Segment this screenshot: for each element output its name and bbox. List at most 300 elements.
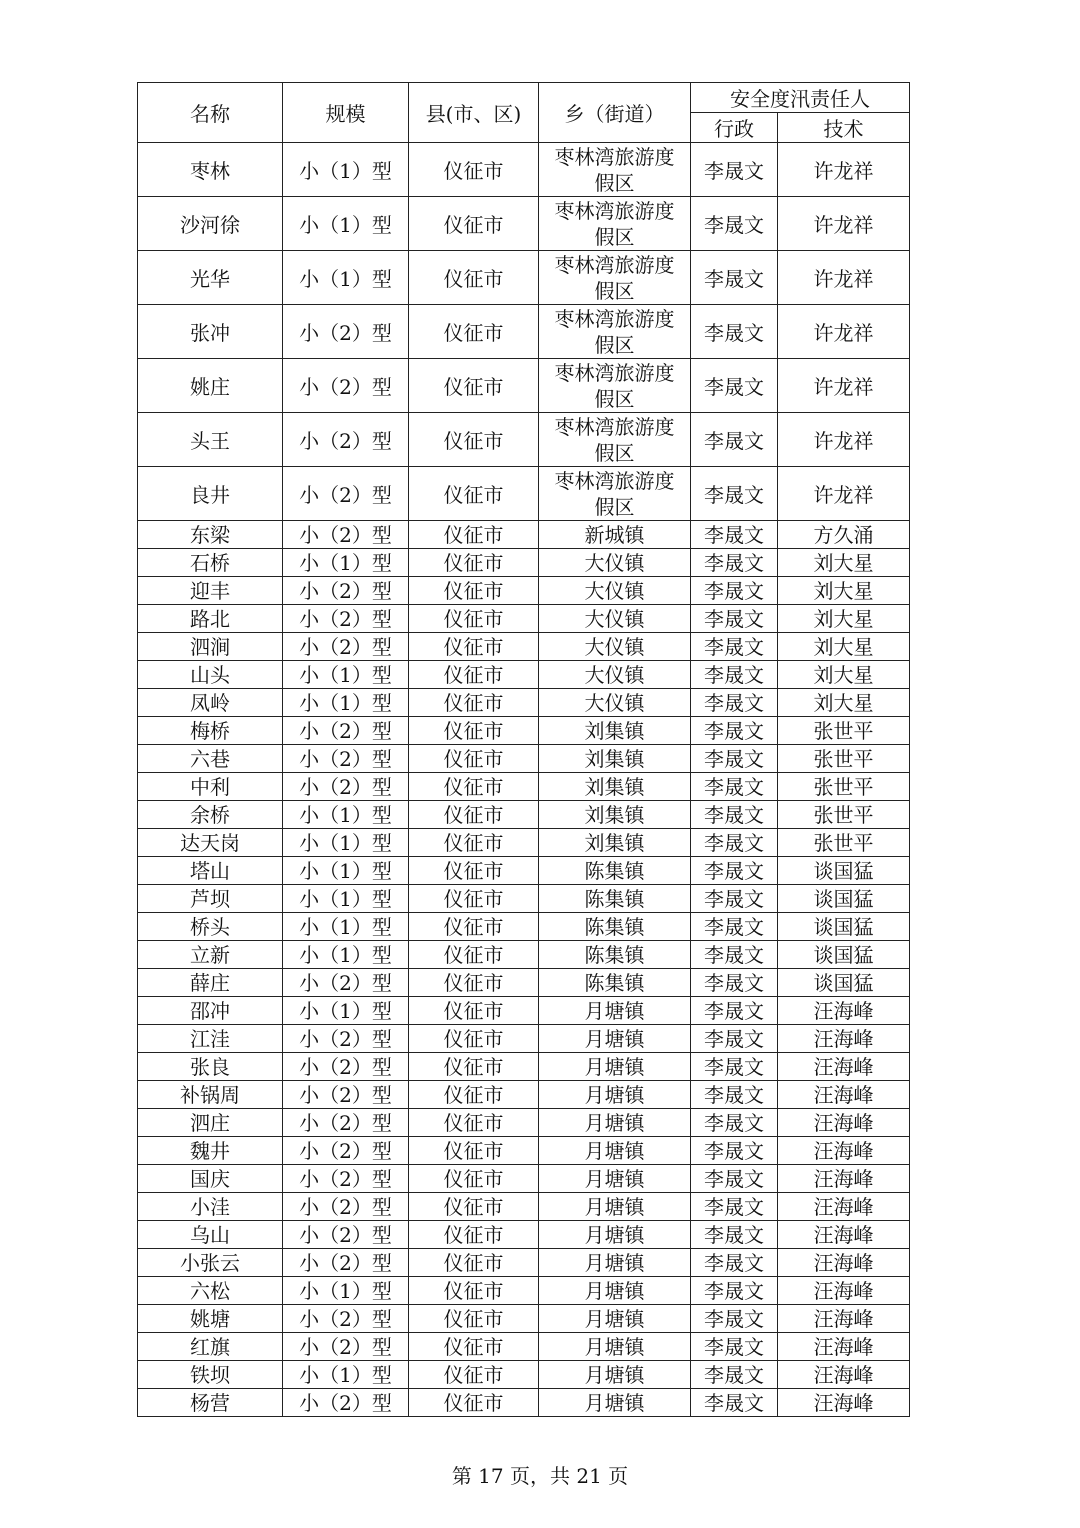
township-line: 枣林湾旅游度 — [554, 360, 675, 385]
page-number: 第 17 页，共 21 页 — [451, 1464, 629, 1488]
cell-name: 红旗 — [138, 1333, 283, 1361]
cell-tech: 许龙祥 — [778, 305, 910, 359]
cell-tech: 许龙祥 — [778, 413, 910, 467]
cell-scale: 小（2）型 — [283, 521, 409, 549]
cell-county: 仪征市 — [409, 1025, 539, 1053]
cell-tech: 刘大星 — [778, 689, 910, 717]
cell-admin: 李晟文 — [691, 1025, 778, 1053]
cell-name: 中利 — [138, 773, 283, 801]
cell-name: 东梁 — [138, 521, 283, 549]
township-line: 刘集镇 — [584, 746, 645, 771]
cell-name: 邵冲 — [138, 997, 283, 1025]
cell-name: 小洼 — [138, 1193, 283, 1221]
cell-admin: 李晟文 — [691, 801, 778, 829]
cell-name: 泗涧 — [138, 633, 283, 661]
cell-name: 迎丰 — [138, 577, 283, 605]
cell-admin: 李晟文 — [691, 143, 778, 197]
township-line: 枣林湾旅游度 — [554, 144, 675, 169]
cell-scale: 小（1）型 — [283, 941, 409, 969]
cell-tech: 汪海峰 — [778, 1137, 910, 1165]
table-row — [138, 605, 910, 633]
cell-county: 仪征市 — [409, 467, 539, 521]
table-row — [138, 305, 910, 359]
cell-admin: 李晟文 — [691, 305, 778, 359]
cell-scale: 小（2）型 — [283, 1081, 409, 1109]
table-row — [138, 745, 910, 773]
township-line: 枣林湾旅游度 — [554, 198, 675, 223]
table-row — [138, 467, 910, 521]
township-line: 枣林湾旅游度 — [554, 252, 675, 277]
cell-name: 姚庄 — [138, 359, 283, 413]
cell-tech: 汪海峰 — [778, 1333, 910, 1361]
table-row — [138, 577, 910, 605]
cell-township — [539, 521, 691, 549]
cell-scale: 小（2）型 — [283, 359, 409, 413]
table-row — [138, 1333, 910, 1361]
cell-tech: 谈国猛 — [778, 857, 910, 885]
cell-tech: 谈国猛 — [778, 969, 910, 997]
cell-name: 国庆 — [138, 1165, 283, 1193]
cell-admin: 李晟文 — [691, 251, 778, 305]
cell-county: 仪征市 — [409, 885, 539, 913]
cell-scale: 小（2）型 — [283, 1025, 409, 1053]
cell-scale: 小（2）型 — [283, 745, 409, 773]
township-line: 枣林湾旅游度 — [554, 306, 675, 331]
header-township: 乡（街道） — [539, 83, 691, 143]
cell-township — [539, 251, 691, 305]
table-row — [138, 941, 910, 969]
cell-name: 魏井 — [138, 1137, 283, 1165]
cell-tech: 汪海峰 — [778, 997, 910, 1025]
cell-admin: 李晟文 — [691, 359, 778, 413]
cell-admin: 李晟文 — [691, 885, 778, 913]
cell-scale: 小（2）型 — [283, 773, 409, 801]
table-row — [138, 1137, 910, 1165]
cell-tech: 刘大星 — [778, 605, 910, 633]
cell-tech: 汪海峰 — [778, 1305, 910, 1333]
cell-tech: 汪海峰 — [778, 1221, 910, 1249]
cell-county: 仪征市 — [409, 997, 539, 1025]
table-row — [138, 251, 910, 305]
township-line: 陈集镇 — [584, 858, 645, 883]
table-row — [138, 997, 910, 1025]
cell-tech: 谈国猛 — [778, 913, 910, 941]
township-line: 假区 — [594, 278, 635, 303]
cell-scale: 小（2）型 — [283, 413, 409, 467]
cell-county: 仪征市 — [409, 717, 539, 745]
table-header — [138, 83, 910, 143]
cell-admin: 李晟文 — [691, 1081, 778, 1109]
cell-tech: 张世平 — [778, 829, 910, 857]
cell-tech: 张世平 — [778, 745, 910, 773]
township-line: 月塘镇 — [584, 1166, 645, 1191]
cell-county: 仪征市 — [409, 661, 539, 689]
cell-tech: 刘大星 — [778, 549, 910, 577]
cell-scale: 小（2）型 — [283, 467, 409, 521]
cell-tech: 汪海峰 — [778, 1361, 910, 1389]
township-line: 枣林湾旅游度 — [554, 468, 675, 493]
cell-township — [539, 1333, 691, 1361]
cell-scale: 小（2）型 — [283, 577, 409, 605]
cell-name: 张良 — [138, 1053, 283, 1081]
cell-scale: 小（1）型 — [283, 829, 409, 857]
cell-admin: 李晟文 — [691, 661, 778, 689]
table-row — [138, 801, 910, 829]
cell-scale: 小（1）型 — [283, 801, 409, 829]
cell-scale: 小（1）型 — [283, 1361, 409, 1389]
cell-tech: 汪海峰 — [778, 1165, 910, 1193]
cell-admin: 李晟文 — [691, 1165, 778, 1193]
cell-name: 余桥 — [138, 801, 283, 829]
cell-tech: 汪海峰 — [778, 1249, 910, 1277]
cell-township — [539, 1053, 691, 1081]
township-line: 月塘镇 — [584, 1138, 645, 1163]
cell-county: 仪征市 — [409, 857, 539, 885]
township-line: 刘集镇 — [584, 802, 645, 827]
cell-county: 仪征市 — [409, 143, 539, 197]
cell-admin: 李晟文 — [691, 1109, 778, 1137]
table-row — [138, 359, 910, 413]
cell-scale: 小（2）型 — [283, 1221, 409, 1249]
cell-township — [539, 1221, 691, 1249]
table-row — [138, 413, 910, 467]
cell-township — [539, 1137, 691, 1165]
header-tech: 技术 — [778, 113, 910, 143]
table-row — [138, 1165, 910, 1193]
table-row — [138, 143, 910, 197]
cell-township — [539, 661, 691, 689]
cell-township — [539, 773, 691, 801]
cell-admin: 李晟文 — [691, 829, 778, 857]
header-scale: 规模 — [283, 83, 409, 143]
cell-name: 姚塘 — [138, 1305, 283, 1333]
cell-scale: 小（2）型 — [283, 1109, 409, 1137]
cell-county: 仪征市 — [409, 605, 539, 633]
cell-scale: 小（2）型 — [283, 1249, 409, 1277]
cell-tech: 汪海峰 — [778, 1389, 910, 1417]
cell-scale: 小（2）型 — [283, 1193, 409, 1221]
township-line: 枣林湾旅游度 — [554, 414, 675, 439]
table-row — [138, 717, 910, 745]
cell-township — [539, 885, 691, 913]
cell-tech: 张世平 — [778, 773, 910, 801]
township-line: 假区 — [594, 332, 635, 357]
cell-tech: 许龙祥 — [778, 467, 910, 521]
cell-name: 山头 — [138, 661, 283, 689]
township-line: 陈集镇 — [584, 914, 645, 939]
township-line: 月塘镇 — [584, 1110, 645, 1135]
table-body — [138, 143, 910, 1417]
cell-township — [539, 549, 691, 577]
table-row — [138, 1193, 910, 1221]
cell-name: 梅桥 — [138, 717, 283, 745]
cell-admin: 李晟文 — [691, 413, 778, 467]
cell-county: 仪征市 — [409, 941, 539, 969]
cell-township — [539, 829, 691, 857]
cell-county: 仪征市 — [409, 359, 539, 413]
township-line: 月塘镇 — [584, 1306, 645, 1331]
cell-township — [539, 359, 691, 413]
cell-township — [539, 577, 691, 605]
cell-admin: 李晟文 — [691, 467, 778, 521]
cell-name: 六巷 — [138, 745, 283, 773]
township-line: 假区 — [594, 170, 635, 195]
cell-name: 枣林 — [138, 143, 283, 197]
township-line: 陈集镇 — [584, 886, 645, 911]
table-row — [138, 857, 910, 885]
cell-scale: 小（2）型 — [283, 1165, 409, 1193]
table-row — [138, 773, 910, 801]
cell-name: 薛庄 — [138, 969, 283, 997]
township-line: 刘集镇 — [584, 718, 645, 743]
cell-name: 沙河徐 — [138, 197, 283, 251]
table-row — [138, 689, 910, 717]
cell-township — [539, 913, 691, 941]
cell-tech: 汪海峰 — [778, 1109, 910, 1137]
cell-township — [539, 1193, 691, 1221]
table-row — [138, 1277, 910, 1305]
cell-tech: 许龙祥 — [778, 359, 910, 413]
table-row — [138, 829, 910, 857]
cell-name: 凤岭 — [138, 689, 283, 717]
table-row — [138, 1305, 910, 1333]
cell-scale: 小（1）型 — [283, 689, 409, 717]
cell-tech: 汪海峰 — [778, 1193, 910, 1221]
cell-county: 仪征市 — [409, 829, 539, 857]
cell-township — [539, 745, 691, 773]
cell-township — [539, 969, 691, 997]
cell-scale: 小（2）型 — [283, 305, 409, 359]
cell-name: 铁坝 — [138, 1361, 283, 1389]
cell-scale: 小（1）型 — [283, 251, 409, 305]
cell-county: 仪征市 — [409, 1137, 539, 1165]
cell-tech: 刘大星 — [778, 577, 910, 605]
cell-county: 仪征市 — [409, 913, 539, 941]
cell-scale: 小（2）型 — [283, 717, 409, 745]
township-line: 假区 — [594, 386, 635, 411]
cell-township — [539, 1249, 691, 1277]
cell-admin: 李晟文 — [691, 1389, 778, 1417]
cell-admin: 李晟文 — [691, 1137, 778, 1165]
table-row — [138, 1221, 910, 1249]
township-line: 月塘镇 — [584, 1082, 645, 1107]
cell-county: 仪征市 — [409, 521, 539, 549]
cell-county: 仪征市 — [409, 633, 539, 661]
table-row — [138, 1025, 910, 1053]
township-line: 大仪镇 — [584, 662, 645, 687]
cell-township — [539, 941, 691, 969]
township-line: 月塘镇 — [584, 1362, 645, 1387]
table-row — [138, 1389, 910, 1417]
cell-admin: 李晟文 — [691, 1305, 778, 1333]
cell-scale: 小（1）型 — [283, 661, 409, 689]
cell-county: 仪征市 — [409, 1305, 539, 1333]
cell-county: 仪征市 — [409, 969, 539, 997]
cell-admin: 李晟文 — [691, 577, 778, 605]
cell-admin: 李晟文 — [691, 689, 778, 717]
table-row — [138, 549, 910, 577]
township-line: 大仪镇 — [584, 634, 645, 659]
cell-county: 仪征市 — [409, 1389, 539, 1417]
cell-admin: 李晟文 — [691, 969, 778, 997]
cell-tech: 汪海峰 — [778, 1053, 910, 1081]
cell-township — [539, 605, 691, 633]
cell-township — [539, 305, 691, 359]
cell-township — [539, 1389, 691, 1417]
township-line: 月塘镇 — [584, 1390, 645, 1415]
cell-township — [539, 717, 691, 745]
cell-name: 桥头 — [138, 913, 283, 941]
cell-scale: 小（2）型 — [283, 633, 409, 661]
table-row — [138, 885, 910, 913]
cell-name: 塔山 — [138, 857, 283, 885]
cell-tech: 张世平 — [778, 717, 910, 745]
cell-name: 石桥 — [138, 549, 283, 577]
township-line: 假区 — [594, 224, 635, 249]
table-row — [138, 197, 910, 251]
cell-county: 仪征市 — [409, 745, 539, 773]
cell-county: 仪征市 — [409, 549, 539, 577]
township-line: 假区 — [594, 440, 635, 465]
table-row — [138, 1053, 910, 1081]
cell-scale: 小（2）型 — [283, 1053, 409, 1081]
cell-township — [539, 1305, 691, 1333]
cell-admin: 李晟文 — [691, 521, 778, 549]
township-line: 陈集镇 — [584, 970, 645, 995]
table-row — [138, 633, 910, 661]
cell-name: 立新 — [138, 941, 283, 969]
cell-name: 乌山 — [138, 1221, 283, 1249]
table-row — [138, 1109, 910, 1137]
cell-township — [539, 1277, 691, 1305]
cell-scale: 小（2）型 — [283, 969, 409, 997]
cell-county: 仪征市 — [409, 1361, 539, 1389]
cell-scale: 小（2）型 — [283, 1389, 409, 1417]
table-row — [138, 1361, 910, 1389]
cell-scale: 小（2）型 — [283, 1305, 409, 1333]
cell-county: 仪征市 — [409, 1221, 539, 1249]
cell-county: 仪征市 — [409, 1333, 539, 1361]
cell-scale: 小（1）型 — [283, 885, 409, 913]
cell-name: 头王 — [138, 413, 283, 467]
cell-scale: 小（1）型 — [283, 857, 409, 885]
cell-tech: 刘大星 — [778, 661, 910, 689]
cell-name: 小张云 — [138, 1249, 283, 1277]
table-row — [138, 913, 910, 941]
township-line: 月塘镇 — [584, 998, 645, 1023]
cell-scale: 小（1）型 — [283, 143, 409, 197]
township-line: 大仪镇 — [584, 690, 645, 715]
cell-admin: 李晟文 — [691, 1053, 778, 1081]
table-row — [138, 1249, 910, 1277]
cell-name: 良井 — [138, 467, 283, 521]
cell-admin: 李晟文 — [691, 1277, 778, 1305]
township-line: 月塘镇 — [584, 1334, 645, 1359]
cell-tech: 汪海峰 — [778, 1025, 910, 1053]
township-line: 月塘镇 — [584, 1026, 645, 1051]
township-line: 月塘镇 — [584, 1222, 645, 1247]
cell-county: 仪征市 — [409, 689, 539, 717]
cell-tech: 许龙祥 — [778, 143, 910, 197]
cell-admin: 李晟文 — [691, 773, 778, 801]
cell-township — [539, 197, 691, 251]
cell-county: 仪征市 — [409, 251, 539, 305]
cell-admin: 李晟文 — [691, 1193, 778, 1221]
cell-name: 达天岗 — [138, 829, 283, 857]
cell-county: 仪征市 — [409, 1109, 539, 1137]
cell-admin: 李晟文 — [691, 1333, 778, 1361]
cell-scale: 小（1）型 — [283, 913, 409, 941]
header-responsible-group: 安全度汛责任人 — [691, 83, 910, 113]
cell-tech: 方久涌 — [778, 521, 910, 549]
cell-admin: 李晟文 — [691, 941, 778, 969]
cell-county: 仪征市 — [409, 1165, 539, 1193]
cell-scale: 小（1）型 — [283, 197, 409, 251]
table-row — [138, 969, 910, 997]
cell-admin: 李晟文 — [691, 1221, 778, 1249]
cell-name: 张冲 — [138, 305, 283, 359]
header-county: 县(市、区) — [409, 83, 539, 143]
cell-name: 补锅周 — [138, 1081, 283, 1109]
township-line: 假区 — [594, 494, 635, 519]
cell-tech: 许龙祥 — [778, 197, 910, 251]
cell-admin: 李晟文 — [691, 605, 778, 633]
cell-scale: 小（2）型 — [283, 1137, 409, 1165]
reservoir-responsibility-table — [137, 82, 910, 1417]
cell-township — [539, 997, 691, 1025]
cell-township — [539, 857, 691, 885]
cell-tech: 汪海峰 — [778, 1277, 910, 1305]
cell-township — [539, 1109, 691, 1137]
cell-county: 仪征市 — [409, 1053, 539, 1081]
cell-county: 仪征市 — [409, 197, 539, 251]
cell-township — [539, 1025, 691, 1053]
cell-admin: 李晟文 — [691, 549, 778, 577]
cell-tech: 谈国猛 — [778, 941, 910, 969]
cell-tech: 许龙祥 — [778, 251, 910, 305]
township-line: 新城镇 — [584, 522, 645, 547]
cell-name: 六松 — [138, 1277, 283, 1305]
cell-scale: 小（1）型 — [283, 549, 409, 577]
cell-township — [539, 1361, 691, 1389]
cell-county: 仪征市 — [409, 1081, 539, 1109]
cell-township — [539, 689, 691, 717]
township-line: 月塘镇 — [584, 1278, 645, 1303]
cell-township — [539, 801, 691, 829]
cell-admin: 李晟文 — [691, 857, 778, 885]
table-row — [138, 1081, 910, 1109]
township-line: 月塘镇 — [584, 1054, 645, 1079]
cell-tech: 刘大星 — [778, 633, 910, 661]
cell-county: 仪征市 — [409, 413, 539, 467]
cell-name: 江洼 — [138, 1025, 283, 1053]
cell-name: 路北 — [138, 605, 283, 633]
township-line: 大仪镇 — [584, 606, 645, 631]
cell-county: 仪征市 — [409, 1249, 539, 1277]
header-name: 名称 — [138, 83, 283, 143]
cell-scale: 小（1）型 — [283, 1277, 409, 1305]
township-line: 月塘镇 — [584, 1194, 645, 1219]
cell-township — [539, 467, 691, 521]
cell-admin: 李晟文 — [691, 717, 778, 745]
cell-county: 仪征市 — [409, 773, 539, 801]
cell-admin: 李晟文 — [691, 633, 778, 661]
cell-admin: 李晟文 — [691, 745, 778, 773]
cell-admin: 李晟文 — [691, 1361, 778, 1389]
cell-township — [539, 1165, 691, 1193]
cell-township — [539, 633, 691, 661]
cell-county: 仪征市 — [409, 1193, 539, 1221]
